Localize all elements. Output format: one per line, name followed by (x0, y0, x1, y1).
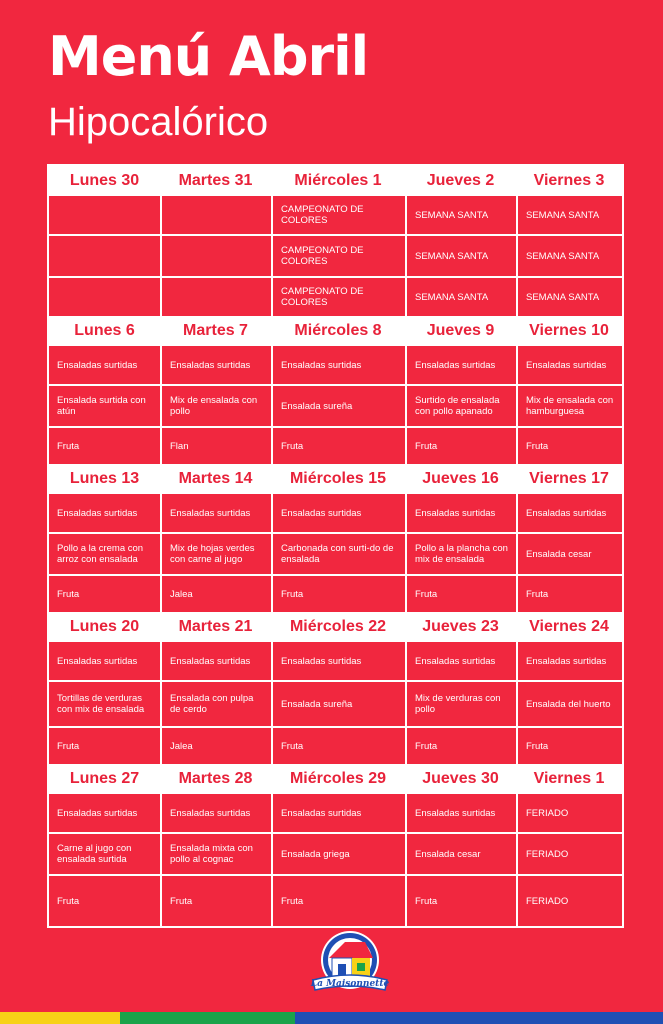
menu-cell: Ensaladas surtidas (160, 346, 271, 384)
menu-cell: Ensaladas surtidas (271, 642, 405, 680)
day-label: Viernes 17 (529, 470, 609, 487)
menu-cell: Ensaladas surtidas (160, 642, 271, 680)
menu-cell: Ensalada del huerto (516, 682, 622, 726)
menu-cell: Fruta (57, 440, 80, 452)
week-header (49, 764, 622, 794)
page-title: Menú Abril (48, 25, 369, 88)
menu-cell: Jalea (160, 576, 271, 612)
menu-table (47, 164, 624, 928)
menu-cell: Fruta (271, 728, 405, 764)
menu-cell: FERIADO (516, 876, 622, 926)
menu-cell: Ensalada cesar (405, 834, 516, 874)
menu-cell (160, 196, 271, 234)
menu-cell: Ensalada griega (271, 834, 405, 874)
menu-cell: Mix de ensalada con hamburguesa (516, 386, 622, 426)
day-label: Viernes 10 (529, 322, 609, 339)
week-header (49, 464, 622, 494)
menu-cell: Flan (160, 428, 271, 464)
menu-cell: Ensaladas surtidas (516, 642, 622, 680)
menu-row (49, 234, 622, 276)
menu-row (49, 794, 622, 832)
day-label: Jueves 9 (426, 322, 495, 339)
day-label: Martes 7 (183, 322, 248, 339)
menu-cell: Ensaladas surtidas (57, 807, 138, 819)
menu-cell: SEMANA SANTA (516, 278, 622, 316)
la-maisonnette-logo (307, 928, 393, 998)
day-label: Lunes 30 (69, 172, 140, 189)
page-subtitle: Hipocalórico (48, 100, 269, 144)
day-label: Jueves 30 (422, 770, 499, 787)
menu-cell: SEMANA SANTA (405, 278, 516, 316)
menu-cell: Fruta (271, 876, 405, 926)
day-label: Lunes 27 (69, 770, 140, 787)
menu-row (49, 680, 622, 726)
menu-cell: Ensalada sureña (271, 386, 405, 426)
menu-cell: Ensaladas surtidas (160, 494, 271, 532)
menu-row (49, 196, 622, 234)
menu-row (49, 532, 622, 574)
menu-cell (160, 236, 271, 276)
menu-cell: Ensaladas surtidas (160, 794, 271, 832)
menu-cell: Mix de hojas verdes con carne al jugo (160, 534, 271, 574)
menu-cell: FERIADO (516, 794, 622, 832)
stripe-green (120, 1012, 295, 1024)
menu-cell: Ensalada con pulpa de cerdo (160, 682, 271, 726)
menu-cell: Fruta (271, 576, 405, 612)
day-label: Miércoles 22 (289, 618, 387, 635)
menu-cell: Ensaladas surtidas (405, 346, 516, 384)
menu-cell: Fruta (57, 588, 80, 600)
menu-cell: Ensaladas surtidas (405, 642, 516, 680)
menu-cell (49, 236, 160, 276)
menu-cell: CAMPEONATO DE COLORES (271, 196, 405, 234)
menu-cell: CAMPEONATO DE COLORES (271, 236, 405, 276)
menu-cell: Surtido de ensalada con pollo apanado (405, 386, 516, 426)
menu-row (49, 574, 622, 612)
day-label: Viernes 3 (533, 172, 605, 189)
day-label: Viernes 24 (529, 618, 609, 635)
menu-cell (49, 196, 160, 234)
day-label: Jueves 16 (422, 470, 499, 487)
menu-row (49, 426, 622, 464)
menu-cell: Ensaladas surtidas (516, 346, 622, 384)
menu-cell (160, 278, 271, 316)
day-label: Miércoles 8 (294, 322, 382, 339)
day-label: Martes 14 (178, 470, 253, 487)
menu-row (49, 276, 622, 316)
day-label: Miércoles 15 (289, 470, 387, 487)
day-label: Martes 31 (178, 172, 253, 189)
menu-cell: Ensalada surtida con atún (57, 395, 146, 417)
menu-cell: Pollo a la plancha con mix de ensalada (405, 534, 516, 574)
menu-row (49, 346, 622, 384)
menu-cell: SEMANA SANTA (516, 236, 622, 276)
menu-cell: Ensaladas surtidas (271, 794, 405, 832)
menu-row (49, 726, 622, 764)
menu-cell: Ensaladas surtidas (405, 794, 516, 832)
menu-cell: FERIADO (516, 834, 622, 874)
menu-cell: Fruta (271, 428, 405, 464)
menu-cell: Fruta (405, 876, 516, 926)
menu-cell: Tortillas de verduras con mix de ensalada (57, 693, 145, 715)
menu-cell: Ensaladas surtidas (57, 655, 138, 667)
week-header (49, 316, 622, 346)
menu-cell: CAMPEONATO DE COLORES (271, 278, 405, 316)
menu-cell (49, 278, 160, 316)
stripe-yellow (0, 1012, 120, 1024)
menu-cell: Fruta (57, 895, 80, 907)
menu-cell: Ensaladas surtidas (516, 494, 622, 532)
day-label: Lunes 20 (69, 618, 140, 635)
menu-cell: Jalea (160, 728, 271, 764)
menu-cell: Pollo a la crema con arroz con ensalada (57, 543, 144, 565)
menu-cell: Ensaladas surtidas (271, 346, 405, 384)
day-label: Jueves 2 (426, 172, 495, 189)
menu-cell: Ensaladas surtidas (271, 494, 405, 532)
menu-cell: Mix de verduras con pollo (405, 682, 516, 726)
menu-row (49, 642, 622, 680)
day-label: Miércoles 29 (289, 770, 387, 787)
menu-cell: Mix de ensalada con pollo (160, 386, 271, 426)
menu-cell: Fruta (160, 876, 271, 926)
menu-cell: Fruta (57, 740, 80, 752)
week-header (49, 612, 622, 642)
menu-row (49, 494, 622, 532)
menu-cell: Fruta (516, 428, 622, 464)
menu-cell: Ensalada mixta con pollo al cognac (160, 834, 271, 874)
menu-row (49, 832, 622, 874)
menu-cell: SEMANA SANTA (405, 196, 516, 234)
day-label: Martes 21 (178, 618, 253, 635)
day-label: Lunes 6 (74, 322, 135, 339)
menu-cell: Fruta (516, 728, 622, 764)
day-label: Jueves 23 (422, 618, 499, 635)
menu-cell: Carne al jugo con ensalada surtida (57, 843, 132, 865)
menu-cell: SEMANA SANTA (405, 236, 516, 276)
menu-cell: Fruta (405, 576, 516, 612)
menu-cell: SEMANA SANTA (516, 196, 622, 234)
day-label: Viernes 1 (533, 770, 605, 787)
day-label: Martes 28 (178, 770, 253, 787)
logo-text: La Maisonnette (310, 979, 390, 989)
stripe-blue (295, 1012, 663, 1024)
day-label: Lunes 13 (69, 470, 140, 487)
menu-cell: Ensaladas surtidas (57, 507, 138, 519)
menu-cell: Carbonada con surti-do de ensalada (271, 534, 405, 574)
menu-cell: Ensaladas surtidas (57, 359, 138, 371)
menu-row (49, 874, 622, 926)
menu-row (49, 384, 622, 426)
menu-cell: Fruta (405, 428, 516, 464)
menu-cell: Ensaladas surtidas (405, 494, 516, 532)
menu-cell: Ensalada sureña (271, 682, 405, 726)
day-label: Miércoles 1 (294, 172, 382, 189)
menu-cell: Ensalada cesar (516, 534, 622, 574)
week-header (49, 166, 622, 196)
menu-cell: Fruta (516, 576, 622, 612)
menu-cell: Fruta (405, 728, 516, 764)
